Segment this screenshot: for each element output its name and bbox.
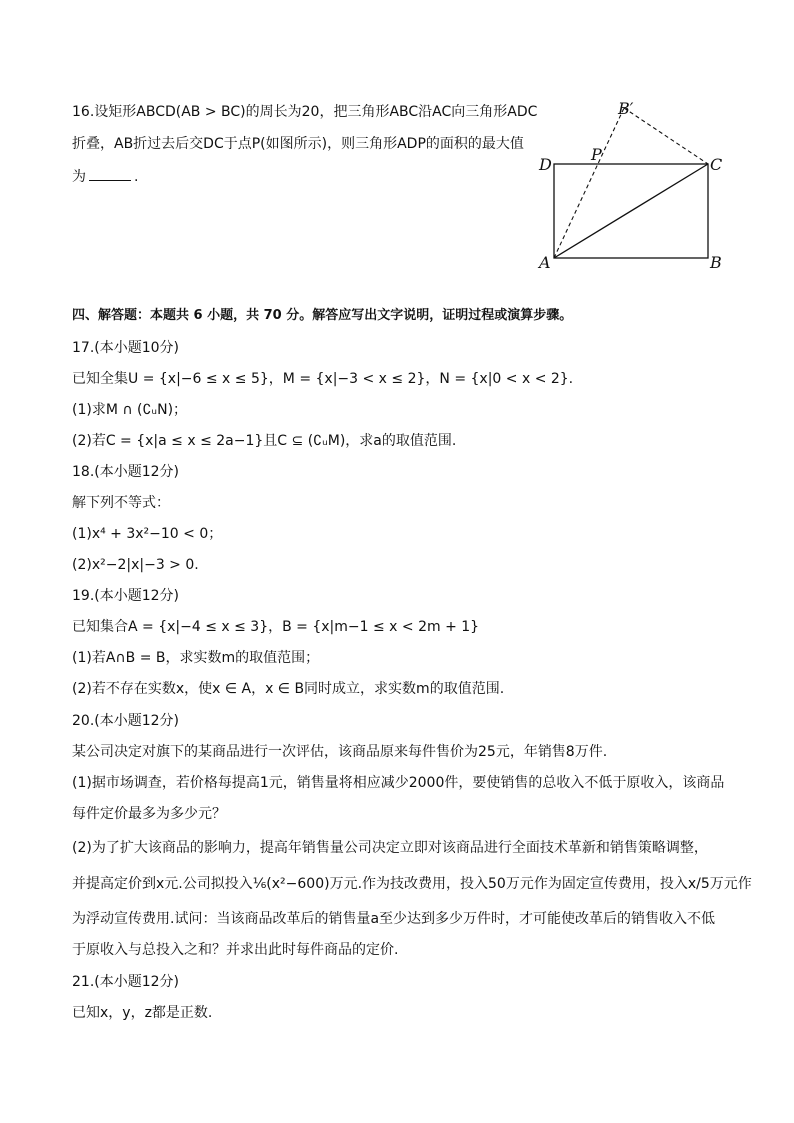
dashed-ab-prime (554, 108, 624, 258)
q20-part1-line1: (1)据市场调查，若价格每提高1元，销售量将相应减少2000件，要使销售的总收入不低于原收入，该商品 (72, 775, 725, 791)
q16-line3 (72, 166, 138, 187)
q17-title: 17.(本小题10分) (72, 340, 180, 356)
q20-part2-line1: (2)为了扩大该商品的影响力，提高年销售量公司决定立即对该商品进行全面技术革新和销售策略调整， (72, 840, 708, 856)
section-heading: 四、解答题：本题共 6 小题，共 70 分。解答应写出文字说明，证明过程或演算步骤。 (72, 308, 573, 323)
q18-part2: (2)x²−2|x|−3 > 0. (72, 557, 199, 573)
answer-blank (89, 166, 131, 181)
q16-line3-suffix: . (134, 169, 139, 185)
q19-title: 19.(本小题12分) (72, 588, 180, 604)
dashed-b-prime-c (624, 108, 708, 164)
label-d: D (539, 155, 552, 174)
q20-stem: 某公司决定对旗下的某商品进行一次评估，该商品原来每件售价为25元，年销售8万件. (72, 744, 608, 760)
q20-part1-line2: 每件定价最多为多少元？ (72, 806, 226, 822)
q20-title: 20.(本小题12分) (72, 713, 180, 729)
q20-part2-line4: 于原收入与总投入之和？并求出此时每件商品的定价. (72, 942, 399, 958)
q18-title: 18.(本小题12分) (72, 464, 180, 480)
label-a: A (539, 253, 551, 272)
q16-line1: 16.设矩形ABCD(AB > BC)的周长为20，把三角形ABC沿AC向三角形ADC (72, 104, 538, 120)
q19-part1: (1)若A∩B = B，求实数m的取值范围； (72, 650, 320, 666)
q21-title: 21.(本小题12分) (72, 974, 180, 990)
rectangle-fold-figure (530, 96, 730, 276)
diagonal-ac (554, 164, 708, 258)
q20-part2-line3: 为浮动宣传费用.试问：当该商品改革后的销售量a至少达到多少万件时，才可能使改革后的销售收入不低 (72, 911, 716, 927)
q17-part2: (2)若C = {x|a ≤ x ≤ 2a−1}且C ⊆ (∁ᵤM)，求a的取值范围. (72, 433, 457, 449)
q18-part1: (1)x⁴ + 3x²−10 < 0； (72, 526, 223, 542)
label-b-prime: B′ (618, 99, 634, 118)
q17-part1: (1)求M ∩ (∁ᵤN)； (72, 402, 188, 418)
q18-stem: 解下列不等式： (72, 495, 170, 511)
q21-stem: 已知x，y，z都是正数. (72, 1005, 213, 1021)
label-c: C (710, 155, 723, 174)
label-b: B (710, 253, 722, 272)
q16-line3-prefix: 为 (72, 169, 86, 185)
q19-part2: (2)若不存在实数x，使x ∈ A，x ∈ B同时成立，求实数m的取值范围. (72, 681, 505, 697)
q17-stem: 已知全集U = {x|−6 ≤ x ≤ 5}，M = {x|−3 < x ≤ 2}，N = {x|0 < x < 2}. (72, 371, 574, 387)
q16-line2: 折叠，AB折过去后交DC于点P(如图所示)，则三角形ADP的面积的最大值 (72, 136, 524, 152)
label-p: P (591, 145, 602, 164)
q20-part2-line2: 并提高定价到x元.公司拟投入⅙(x²−600)万元.作为技改费用，投入50万元作为固定宣传费用，投入x/5万元作 (72, 876, 752, 892)
q19-stem: 已知集合A = {x|−4 ≤ x ≤ 3}，B = {x|m−1 ≤ x < 2m + 1} (72, 619, 480, 635)
